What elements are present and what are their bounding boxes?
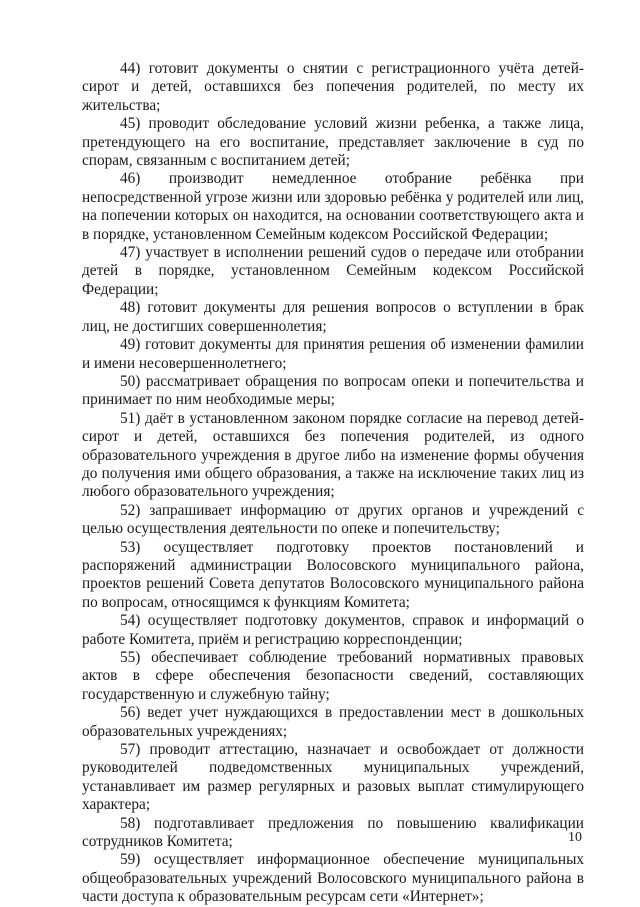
list-item: 55) обеспечивает соблюдение требований нормативных правовых актов в сфере обеспечения безопасности сведений, составляющих государственную и служебную тайну;	[82, 649, 584, 703]
page-number: 10	[568, 830, 582, 845]
list-item: 46) производит немедленное отобрание ребёнка при непосредственной угрозе жизни или здоровью ребёнка у родителей или лиц, на попечении которых он находится, на основании соответствующего акта и в порядке, установленном Семейным кодексом Российской Федерации;	[82, 170, 584, 243]
list-item: 44) готовит документы о снятии с регистрационного учёта детей-сирот и детей, оставшихся без попечения родителей, по месту их жительства;	[82, 60, 584, 114]
list-item: 53) осуществляет подготовку проектов постановлений и распоряжений администрации Волосовского муниципального района, проектов решений Совета депутатов Волосовского муниципального района по вопросам, относящимся к функциям Комитета;	[82, 538, 584, 611]
list-item: 50) рассматривает обращения по вопросам опеки и попечительства и принимает по ним необходимые меры;	[82, 372, 584, 409]
list-item: 48) готовит документы для решения вопросов о вступлении в брак лиц, не достигших совершеннолетия;	[82, 299, 584, 335]
list-item: 47) участвует в исполнении решений судов о передаче или отобрании детей в порядке, установленном Семейным кодексом Российской Федерации;	[82, 244, 584, 298]
list-item: 59) осуществляет информационное обеспечение муниципальных общеобразовательных учреждений Волосовского муниципального района в части доступа к образовательным ресурсам сети «Интернет»;	[82, 851, 584, 906]
list-item: 49) готовит документы для принятия решения об изменении фамилии и имени несовершеннолетнего;	[82, 336, 584, 372]
list-item: 54) осуществляет подготовку документов, справок и информаций о работе Комитета, приём и регистрацию корреспонденции;	[82, 612, 584, 648]
list-item: 56) ведет учет нуждающихся в предоставлении мест в дошкольных образовательных учреждениях;	[82, 704, 584, 740]
document-body	[82, 60, 584, 907]
list-item: 51) даёт в установленном законом порядке согласие на перевод детей-сирот и детей, оставшихся без попечения родителей, из одного образовательного учреждения в другое либо на изменение формы обучения до получения ими общего образования, а также на исключение таких лиц из любого образовательного учреждения;	[82, 409, 584, 501]
list-item: 45) проводит обследование условий жизни ребенка, а также лица, претендующего на его воспитание, представляет заключение в суд по спорам, связанным с воспитанием детей;	[82, 115, 584, 170]
list-item: 57) проводит аттестацию, назначает и освобождает от должности руководителей подведомственных муниципальных учреждений, устанавливает им размер регулярных и разовых выплат стимулирующего характера;	[82, 741, 584, 814]
list-item: 52) запрашивает информацию от других органов и учреждений с целью осуществления деятельности по опеке и попечительству;	[82, 501, 584, 538]
list-item: 58) подготавливает предложения по повышению квалификации сотрудников Комитета;	[82, 814, 584, 851]
